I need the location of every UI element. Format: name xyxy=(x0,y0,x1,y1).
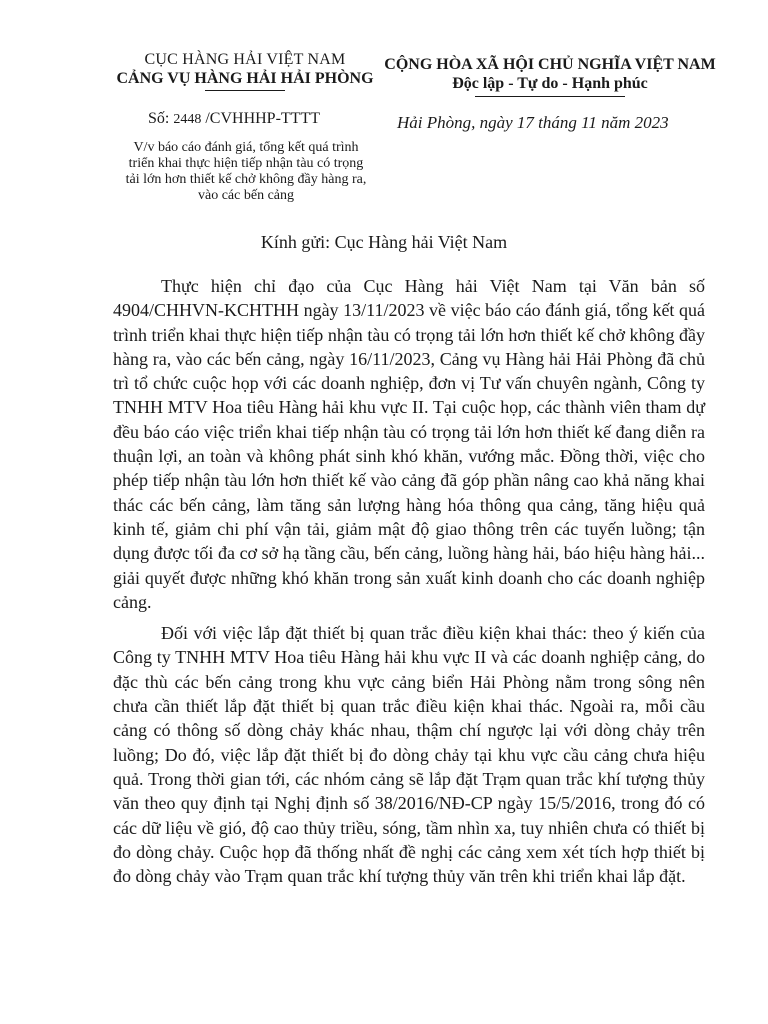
document-number xyxy=(148,110,320,128)
agency-underline xyxy=(205,90,285,91)
document-body xyxy=(113,274,705,895)
document-number-value: 2448 xyxy=(173,112,202,127)
motto-underline xyxy=(475,96,625,97)
national-motto: Độc lập - Tự do - Hạnh phúc xyxy=(452,75,648,92)
body-paragraph: Đối với việc lắp đặt thiết bị quan trắc điều kiện khai thác: theo ý kiến của Công ty TNHH MTV Hoa tiêu Hàng hải khu vực II và các doanh nghiệp cảng, do đặc thù các bến cảng trong khu vực cảng biển Hải Phòng nằm trong sông nên chưa cần thiết lắp đặt thiết bị quan trắc điều kiện khai thác. Ngoài ra, mỗi cầu cảng có thông số dòng chảy khác nhau, thậm chí ngược lại với dòng chảy trên luồng; Do đó, việc lắp đặt thiết bị đo dòng chảy tại khu vực cầu cảng chưa hiệu quả. Trong thời gian tới, các nhóm cảng sẽ lắp đặt Trạm quan trắc khí tượng thủy văn theo quy định tại Nghị định số 38/2016/NĐ-CP ngày 15/5/2016, trong đó có các dữ liệu về gió, độ cao thủy triều, sóng, tầm nhìn xa, tuy nhiên chưa có thiết bị đo dòng chảy. Cuộc họp đã thống nhất đề nghị các cảng xem xét tích hợp thiết bị đo dòng chảy vào Trạm quan trắc khí tượng thủy văn trên khi triển khai lắp đặt. xyxy=(113,623,705,887)
issuing-agency: CẢNG VỤ HÀNG HẢI HẢI PHÒNG xyxy=(116,70,374,87)
body-paragraph: Thực hiện chỉ đạo của Cục Hàng hải Việt Nam tại Văn bản số 4904/CHHVN-KCHTHH ngày 13/11/2023 về việc báo cáo đánh giá, tổng kết quá trình triển khai thực hiện tiếp nhận tàu có trọng tải lớn hơn thiết kế chở không đầy hàng ra, vào các bến cảng, ngày 16/11/2023, Cảng vụ Hàng hải Hải Phòng đã chủ trì tổ chức cuộc họp với các doanh nghiệp, đơn vị Tư vấn chuyên ngành, Công ty TNHH MTV Hoa tiêu Hàng hải khu vực II. Tại cuộc họp, các thành viên tham dự đều báo cáo việc triển khai tiếp nhận tàu có trọng tải lớn hơn thiết kế đang diễn ra thuận lợi, an toàn và không phát sinh khó khăn, vướng mắc. Đồng thời, việc cho phép tiếp nhận tàu lớn hơn thiết kế vào cảng đã góp phần nâng cao khả năng khai thác các bến cảng, làm tăng sản lượng hàng hóa thông qua cảng, tăng hiệu quả kinh tế, giảm chi phí vận tải, giảm mật độ giao thông trên các tuyến luồng; tận dụng được tối đa cơ sở hạ tầng cầu, bến cảng, luồng hàng hải, báo hiệu hàng hải... giải quyết được những khó khăn trong sản xuất kinh doanh cho các doanh nghiệp cảng. xyxy=(113,276,705,612)
parent-agency: CỤC HÀNG HẢI VIỆT NAM xyxy=(144,51,346,68)
place-and-date: Hải Phòng, ngày 17 tháng 11 năm 2023 xyxy=(397,113,669,132)
issuing-agency-block xyxy=(100,50,390,91)
national-title: CỘNG HÒA XÃ HỘI CHỦ NGHĨA VIỆT NAM xyxy=(384,56,716,73)
recipient-line: Kính gửi: Cục Hàng hải Việt Nam xyxy=(260,232,508,252)
document-number-prefix: Số: xyxy=(148,110,170,127)
document-number-suffix: /CVHHHP-TTTT xyxy=(205,110,320,127)
national-heading-block xyxy=(380,55,720,97)
document-subject: V/v báo cáo đánh giá, tổng kết quá trình triển khai thực hiện tiếp nhận tàu có trọng tải lớn hơn thiết kế chở không đầy hàng ra, vào các bến cảng xyxy=(125,140,367,203)
